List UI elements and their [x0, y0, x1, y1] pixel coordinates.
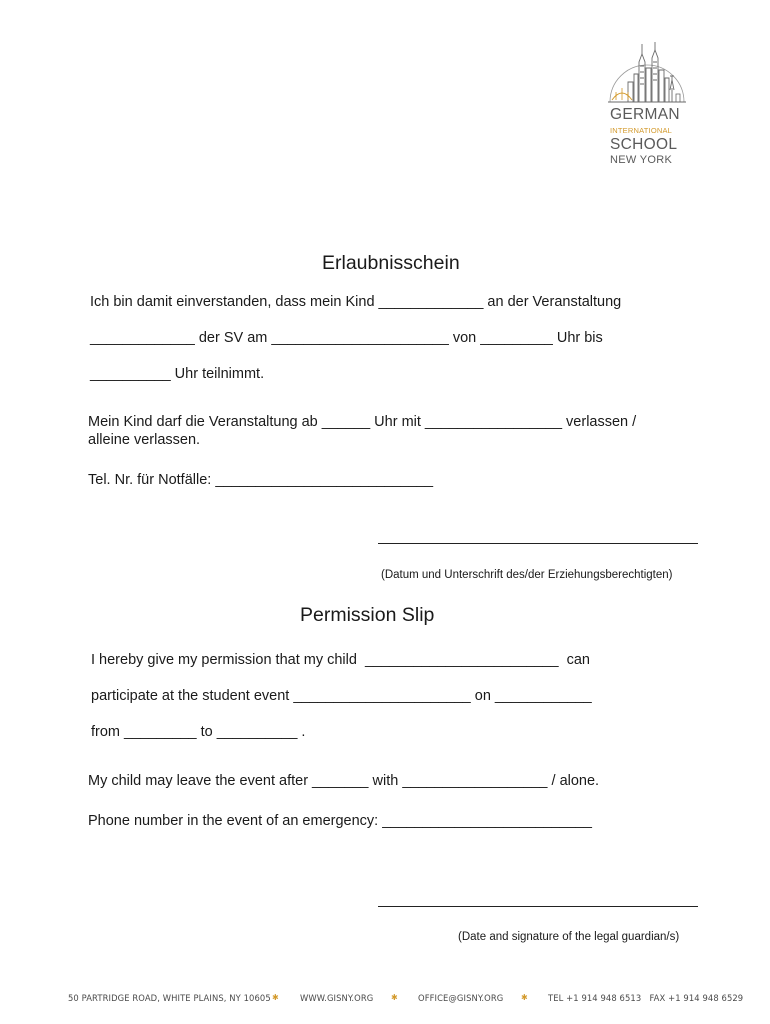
footer-phone-fax: TEL +1 914 948 6513 FAX +1 914 948 6529	[548, 993, 744, 1003]
german-title: Erlaubnisschein	[322, 252, 460, 274]
footer	[0, 993, 770, 1007]
footer-email: OFFICE@GISNY.ORG	[418, 993, 504, 1003]
german-emergency-phone: Tel. Nr. für Notfälle: ___________________________	[88, 472, 434, 488]
english-emergency-phone: Phone number in the event of an emergency: __________________________	[88, 813, 592, 829]
english-line-3: from _________ to __________ .	[91, 724, 306, 740]
german-signature-caption: (Datum und Unterschrift des/der Erziehungsberechtigten)	[381, 569, 673, 581]
german-line-4b: alleine verlassen.	[88, 432, 201, 448]
german-line-4a: Mein Kind darf die Veranstaltung ab ______ Uhr mit _________________ verlassen /	[88, 414, 637, 430]
logo-word-german: GERMAN	[610, 106, 680, 123]
footer-website: WWW.GISNY.ORG	[300, 993, 374, 1003]
logo-word-international: INTERNATIONAL	[610, 126, 673, 135]
footer-separator-icon: ✱	[391, 993, 398, 1002]
logo-word-school: SCHOOL	[610, 136, 678, 153]
english-signature-line	[378, 906, 698, 907]
english-line-1: I hereby give my permission that my child ________________________ can	[91, 652, 590, 668]
english-line-4: My child may leave the event after _______ with __________________ / alone.	[88, 773, 600, 789]
german-line-2: _____________ der SV am ______________________ von _________ Uhr bis	[90, 330, 603, 346]
german-line-1: Ich bin damit einverstanden, dass mein Kind _____________ an der Veranstaltung	[90, 294, 622, 310]
logo-word-new-york: NEW YORK	[610, 154, 673, 166]
german-line-3: __________ Uhr teilnimmt.	[90, 366, 265, 382]
school-logo	[604, 40, 690, 175]
german-signature-line	[378, 543, 698, 544]
skyline-icon	[604, 40, 690, 106]
english-signature-caption: (Date and signature of the legal guardian/s)	[458, 931, 680, 943]
footer-separator-icon: ✱	[521, 993, 528, 1002]
footer-separator-icon: ✱	[272, 993, 279, 1002]
english-title: Permission Slip	[300, 604, 435, 626]
english-line-2: participate at the student event ______________________ on ____________	[91, 688, 592, 704]
footer-address: 50 PARTRIDGE ROAD, WHITE PLAINS, NY 10605	[68, 993, 271, 1003]
